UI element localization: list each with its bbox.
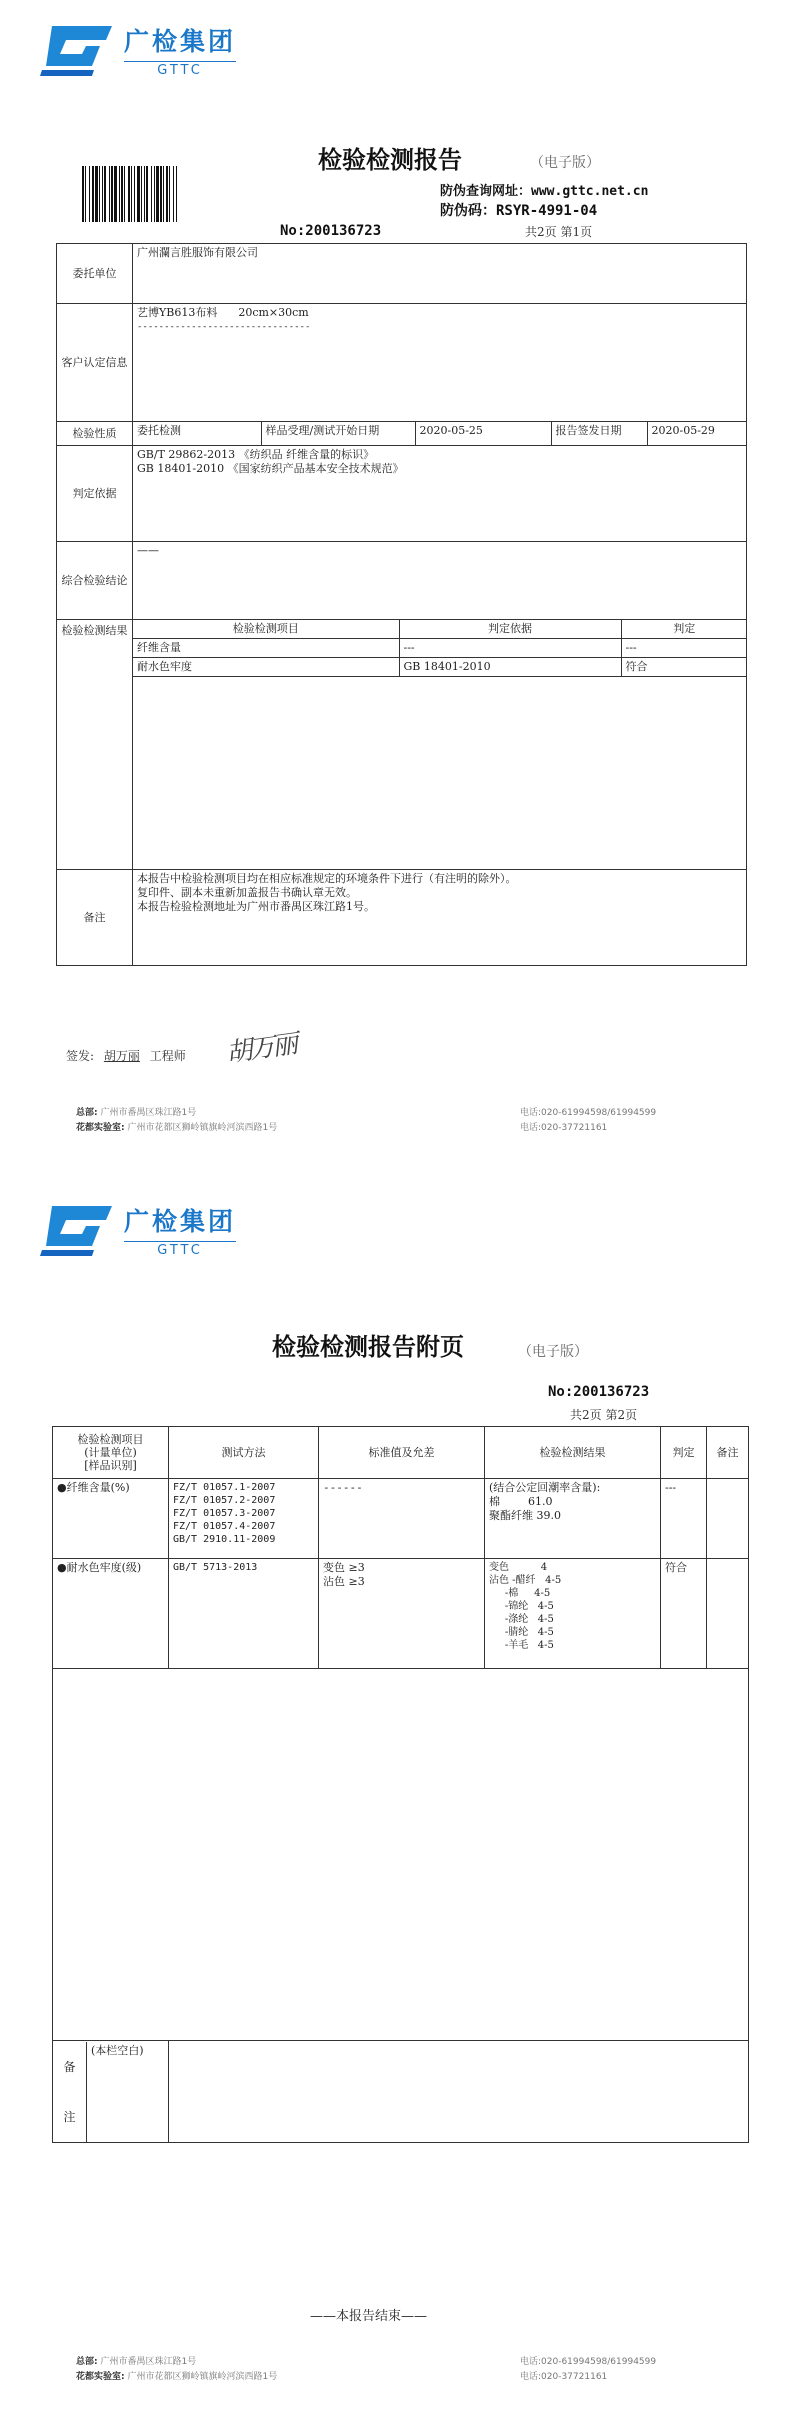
result-item: 纤维含量: [133, 639, 399, 658]
row2-method: GB/T 5713-2013: [169, 1559, 319, 1669]
report-page-2: [0, 1170, 790, 2415]
footer-left: [76, 1106, 277, 1136]
appendix-page-count: 共2页 第2页: [570, 1408, 638, 1422]
client-value: 广州瀾言胜服饰有限公司: [133, 244, 747, 304]
basis-standard-2: GB 18401-2010 《国家纺织产品基本安全技术规范》: [137, 462, 404, 475]
page-count: 共2页 第1页: [525, 225, 593, 239]
code-label: 防伪码：: [440, 203, 496, 219]
issue-label: 报告签发日期: [551, 422, 647, 445]
lab-address: 广州市花都区狮岭镇旗岭河滨西路1号: [127, 2372, 278, 2382]
footer-right: [520, 1106, 656, 1136]
nature-label: 检验性质: [57, 422, 133, 446]
conclusion-label: 综合检验结论: [57, 542, 133, 620]
remark-line-2: 复印件、副本未重新加盖报告书确认章无效。: [137, 886, 357, 899]
remark-cell: [133, 870, 747, 966]
row1-standard: ------: [319, 1479, 485, 1559]
row2-result: -腈纶 4-5: [489, 1627, 554, 1638]
signature-image: 胡万丽: [224, 1029, 298, 1069]
header-standard: 标准值及允差: [319, 1427, 485, 1479]
tel-1: 电话:020-61994598/61994599: [520, 2357, 657, 2367]
basis-standard-1: GB/T 29862-2013 《纺织品 纤维含量的标识》: [137, 448, 375, 461]
report-number: No:200136723: [280, 223, 382, 239]
remark-text: (本栏空白): [91, 2043, 144, 2057]
row2-standards: [319, 1559, 485, 1669]
brand-name-en: GTTC: [124, 61, 236, 78]
code-line: [440, 200, 597, 220]
row2-result: -涤纶 4-5: [489, 1614, 554, 1625]
header-result: 检验检测结果: [485, 1427, 661, 1479]
report-main-table: [56, 243, 747, 966]
barcode-icon: [82, 166, 272, 222]
client-label: 委托单位: [57, 244, 133, 304]
appendix-title: 检验检测报告附页: [272, 1333, 464, 1361]
table-row: [53, 1559, 749, 1669]
appendix-table: [52, 1426, 749, 2143]
row1-method: FZ/T 01057.2-2007: [173, 1495, 276, 1506]
row1-result: (结合公定回潮率含量):: [489, 1481, 601, 1494]
website-label: 防伪查询网址：: [440, 184, 532, 199]
header-verdict: 判定: [661, 1427, 707, 1479]
row1-results: [485, 1479, 661, 1559]
result-cell: [133, 620, 747, 870]
row1-result: 棉 61.0: [489, 1495, 553, 1508]
row1-method: FZ/T 01057.4-2007: [173, 1521, 276, 1532]
hq-address: 广州市番禺区珠江路1号: [100, 2357, 197, 2367]
gttc-logo-icon: [38, 22, 114, 78]
result-item: 耐水色牢度: [133, 658, 399, 677]
tel-1: 电话:020-61994598/61994599: [520, 1108, 657, 1118]
row2-verdict: 符合: [661, 1559, 707, 1669]
hq-address: 广州市番禺区珠江路1号: [100, 1108, 197, 1118]
sign-label: 签发:: [66, 1049, 95, 1063]
remark-label-2: 注: [63, 2109, 76, 2124]
customer-info-value: 艺博YB613布料 20cm×30cm: [137, 306, 309, 319]
row2-item: ●耐水色牢度(级): [53, 1559, 169, 1669]
appendix-edition: （电子版）: [518, 1344, 588, 1360]
report-page-1: [0, 0, 790, 1170]
result-label: 检验检测结果: [57, 620, 133, 870]
sign-line: [66, 1047, 186, 1064]
customer-info-label: 客户认定信息: [57, 304, 133, 422]
row2-result: -羊毛 4-5: [489, 1640, 554, 1651]
gttc-logo-icon: [38, 1202, 114, 1258]
hq-label: 总部:: [76, 1108, 98, 1118]
appendix-report-number: No:200136723: [548, 1384, 650, 1400]
brand-name-cn: 广检集团: [124, 1207, 237, 1236]
results-table: [133, 620, 747, 677]
receipt-date: 2020-05-25: [415, 422, 551, 445]
basis-label: 判定依据: [57, 446, 133, 542]
row2-result: 沾色 -醋纤 4-5: [489, 1575, 562, 1586]
row1-methods: [169, 1479, 319, 1559]
brand-logo: [38, 22, 236, 78]
code-value: RSYR-4991-04: [496, 203, 598, 219]
table-row: [133, 639, 747, 658]
result-basis: ---: [399, 639, 621, 658]
row2-result: -棉 4-5: [489, 1588, 551, 1599]
row1-item: ●纤维含量(%): [53, 1479, 169, 1559]
header-item-3: [样品识别]: [84, 1459, 137, 1472]
remark-cell-rest: [169, 2041, 749, 2143]
header-item-2: (计量单位): [84, 1446, 137, 1459]
table-row: [133, 658, 747, 677]
report-title: 检验检测报告: [318, 146, 462, 174]
header-item-1: 检验检测项目: [77, 1433, 144, 1446]
remark-label: 备注: [57, 870, 133, 966]
website-line: [440, 180, 648, 199]
row2-result: 变色 4: [489, 1562, 548, 1573]
row1-method: FZ/T 01057.1-2007: [173, 1482, 276, 1493]
nature-row: [133, 422, 747, 446]
conclusion-value: ——: [133, 542, 747, 620]
results-header-verdict: 判定: [621, 620, 747, 639]
tel-2: 电话:020-37721161: [520, 1123, 608, 1133]
customer-info-cell: [133, 304, 747, 422]
row1-verdict: ---: [661, 1479, 707, 1559]
row2-standard: 变色 ≥3: [323, 1561, 365, 1574]
remark-label-1: 备: [63, 2059, 76, 2074]
remark-line-1: 本报告中检验检测项目均在相应标准规定的环境条件下进行（有注明的除外）。: [137, 872, 517, 885]
footer-right: [520, 2355, 656, 2385]
signer-name: 胡万丽: [103, 1049, 140, 1063]
report-end: ——本报告结束——: [310, 2309, 428, 2324]
basis-cell: [133, 446, 747, 542]
row2-standard: 沾色 ≥3: [323, 1575, 365, 1588]
results-header-basis: 判定依据: [399, 620, 621, 639]
lab-label: 花都实验室:: [76, 2372, 125, 2382]
header-method: 测试方法: [169, 1427, 319, 1479]
table-row: [53, 1479, 749, 1559]
result-verdict: 符合: [621, 658, 747, 677]
issue-date: 2020-05-29: [651, 424, 715, 437]
result-basis: GB 18401-2010: [399, 658, 621, 677]
footer-left: [76, 2355, 277, 2385]
row2-results: [485, 1559, 661, 1669]
website-value: www.gttc.net.cn: [531, 184, 649, 199]
empty-area: [53, 1669, 749, 2041]
row1-method: GB/T 2910.11-2009: [173, 1534, 276, 1545]
remark-line-3: 本报告检验检测地址为广州市番禺区珠江路1号。: [137, 900, 375, 913]
table-empty-area: [53, 1669, 749, 2041]
row2-note: [707, 1559, 749, 1669]
lab-address: 广州市花都区狮岭镇旗岭河滨西路1号: [127, 1123, 278, 1133]
remark-label-cell: [53, 2041, 169, 2143]
row1-result: 聚酯纤维 39.0: [489, 1509, 561, 1522]
results-header-item: 检验检测项目: [133, 620, 399, 639]
brand-name-cn: 广检集团: [124, 27, 237, 56]
hq-label: 总部:: [76, 2357, 98, 2367]
nature-value: 委托检测: [133, 422, 261, 445]
lab-label: 花都实验室:: [76, 1123, 125, 1133]
header-note: 备注: [707, 1427, 749, 1479]
brand-name-en: GTTC: [124, 1241, 236, 1258]
header-item: [53, 1427, 169, 1479]
row1-note: [707, 1479, 749, 1559]
receipt-label: 样品受理/测试开始日期: [261, 422, 415, 445]
result-verdict: ---: [621, 639, 747, 658]
customer-info-line: --------------------------------: [137, 322, 311, 332]
row1-method: FZ/T 01057.3-2007: [173, 1508, 276, 1519]
report-edition: （电子版）: [530, 155, 600, 171]
tel-2: 电话:020-37721161: [520, 2372, 608, 2382]
row2-result: -锦纶 4-5: [489, 1601, 554, 1612]
signer-title: 工程师: [149, 1049, 186, 1063]
brand-logo: [38, 1202, 236, 1258]
